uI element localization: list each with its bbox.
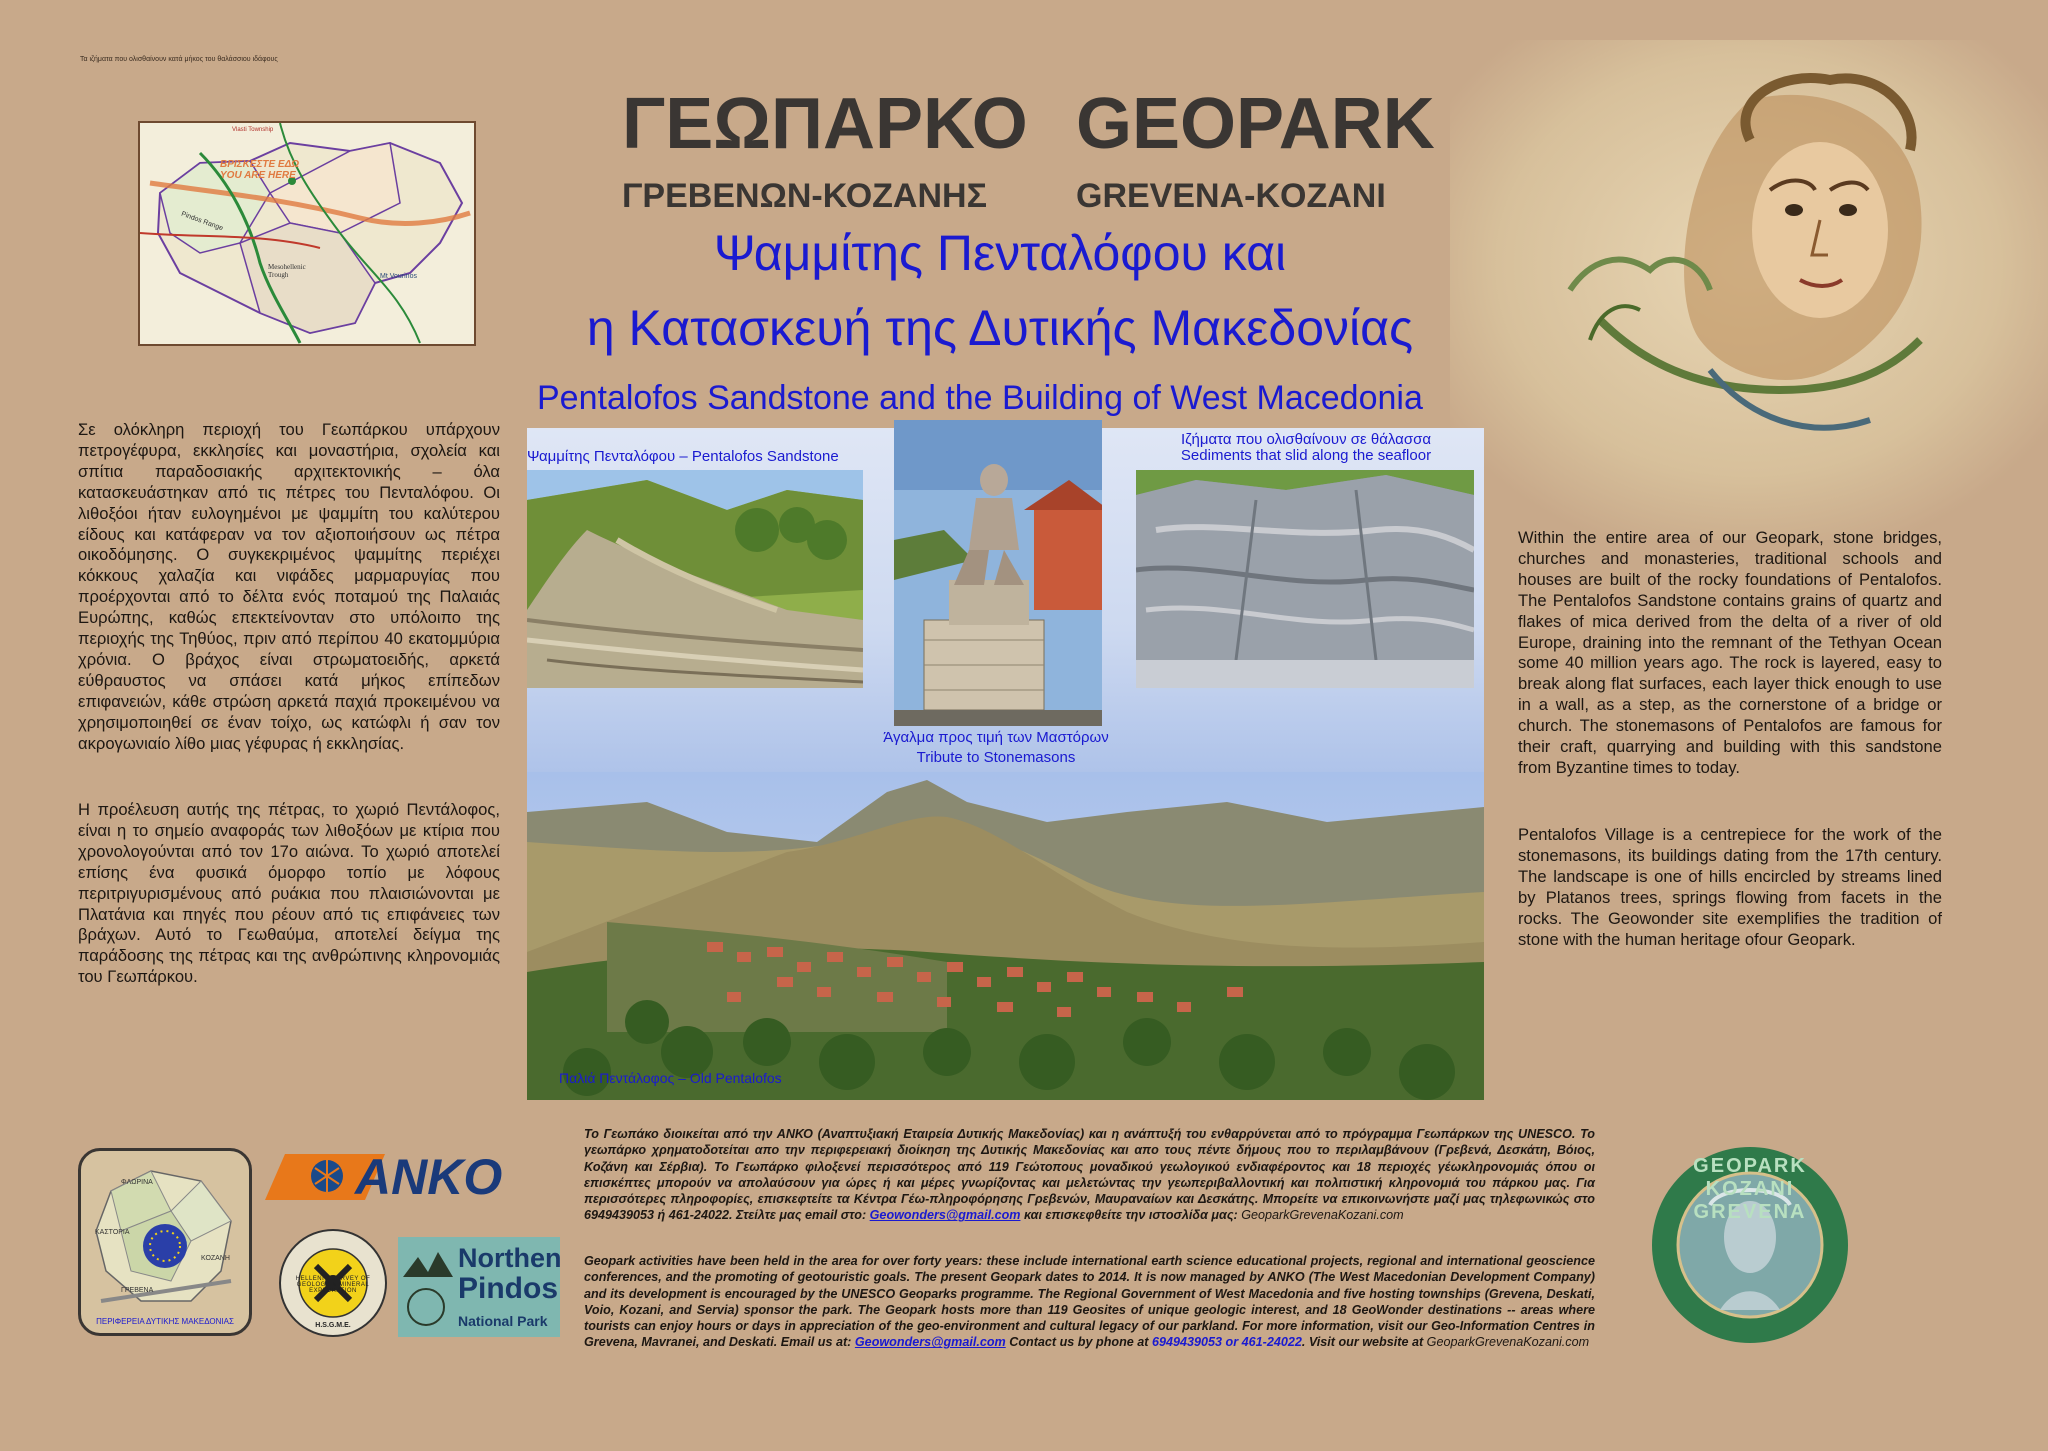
- map-label: Pindos Range: [180, 210, 224, 233]
- region-town: ΚΑΣΤΟΡΙΑ: [95, 1229, 130, 1236]
- caption-old-pentalofos: Παλιά Πεντάλοφος – Old Pentalofos: [559, 1070, 782, 1086]
- caption-sandstone: Ψαμμίτης Πενταλόφου – Pentalofos Sandstone: [527, 448, 839, 465]
- map-label: Vlasti Township: [232, 127, 274, 133]
- caption-sediments-greek: Ιζήματα που ολισθαίνουν σε θάλασσα: [1180, 431, 1432, 448]
- region-town: ΦΛΩΡΙΝΑ: [121, 1179, 153, 1186]
- main-title-english: Pentalofos Sandstone and the Building of West Macedonia: [537, 379, 1423, 417]
- photo-statue: [894, 420, 1102, 726]
- region-town: ΓΡΕΒΕΝΑ: [121, 1287, 154, 1294]
- footer-english-phone: 6949439053 or 461-24022: [1151, 1335, 1302, 1350]
- main-title-greek-line2: η Κατασκευή της Δυτικής Μακεδονίας: [586, 300, 1414, 356]
- map-label: Mt Vourinos: [380, 273, 417, 280]
- footer-english-website[interactable]: GeoparkGrevenaKozani.com: [1426, 1335, 1590, 1350]
- footer-greek-website[interactable]: GeoparkGrevenaKozani.com: [1241, 1208, 1404, 1223]
- photo-old-pentalofos: [527, 772, 1484, 1100]
- caption-sediments: [1136, 432, 1476, 464]
- left-paragraph-2: Η προέλευση αυτής της πέτρας, το χωριό Πεντάλοφος, είναι η το σημείο αναφοράς των λιθοξόων με κτίρια που χρονολογούνται από τον 17ο αιώνα. Το χωριό αποτελεί επίσης ένα φυσικά όμορφο τοπίο με λόφους περιτριγυρισμένους από ρυάκια που πλαισιώνονται με Πλατάνια και πηγές που ρέουν από τις επιφάνειες των βράχων. Αυτό το Γεωθαύμα, αποτελεί δείγμα της παράδοσης της πέτρας και της ανθρώπινης κληρονομιάς του Γεωπάρκου.: [78, 800, 500, 987]
- footer-english-tail: . Visit our website at: [1301, 1335, 1427, 1350]
- footer-greek-tail: και επισκεφθείτε την ιστοσλίδα μας:: [1020, 1208, 1242, 1223]
- hsgme-logo: [278, 1228, 388, 1338]
- caption-statue: [860, 728, 1132, 768]
- photo-sediments: [1136, 470, 1474, 688]
- footer-english-mid: Contact us by phone at: [1005, 1335, 1152, 1350]
- geopark-logo-ring-text: GEOPARK KOZANI GREVENA: [1693, 1155, 1807, 1223]
- anko-logo-text: ANKO: [355, 1149, 503, 1205]
- pindos-logo-line1: Northen: [458, 1243, 562, 1273]
- mosaic-image: [1450, 40, 2048, 540]
- footer-greek-body: Το Γεωπάκο διοικείται από την ΑΝΚΟ (Αναπτυξιακή Εταιρεία Δυτικής Μακεδονίας) και η ανάπτυξή του ενθαρρύνεται από το πρόγραμμα Γεωπάρκων της UNESCO. Το γεωπάρκο χρηματοδοτείται απο την περιφερειακή διοίκηση της Δυτικής Μακεδονίας και απο τους πέντε δήμους που το περιλαμβάνουν (Γρεβενά, Δεσκάτη, Βόιος, Κοζάνη και Σέρβια). Το Γεωπάρκο φιλοξενεί περισσότερος από 119 Γεώτοπους μοναδικού γεωλογικού ενδιαφέροντος και 18 περιοχές γέωκληρονομιάς όπου οι επισκέπτες μπορούν να απολαύσουν για ώρες ή και μέρες γνωρίζοντας και μελετώντας την γεωπεριβαλλοντική και πολιτιστική κληρονομιά του πάρκου μας. Για περισσότερες πληροφορίες, επισκεφτείτε τα Κέντρα Γέω-πληροφόρησης Γρεβενών, Μαυραναίων και Δεσκάτης. Μπορείτε να επικοινωνήστε μαζί μας τηλεφωνικώς στο 6949439053 ή 461-24022. Στείλτε μας email στο:: [584, 1127, 1595, 1223]
- geopark-logo: [1650, 1145, 1850, 1345]
- anko-logo: [265, 1150, 555, 1204]
- map-label: Mesohellenic Trough: [268, 263, 306, 279]
- region-logo: [78, 1148, 252, 1336]
- title-english: GEOPARK: [1076, 84, 1435, 164]
- pindos-logo-line2: Pindos: [458, 1272, 559, 1305]
- caption-statue-english: Tribute to Stonemasons: [916, 749, 1076, 766]
- map-you-are-here: ΒΡΙΣΚΕΣΤΕ ΕΔΩ YOU ARE HERE: [220, 159, 300, 181]
- caption-sediments-english: Sediments that slid along the seafloor: [1180, 447, 1432, 464]
- location-map: [138, 121, 476, 346]
- pindos-logo: [398, 1237, 560, 1337]
- hsgme-logo-text: H.S.G.M.E.: [315, 1322, 351, 1329]
- footer-english-email-link[interactable]: Geowonders@gmail.com: [854, 1335, 1006, 1350]
- right-paragraph-1: Within the entire area of our Geopark, stone bridges, churches and monasteries, traditional schools and houses are built of the rocky foundations of Pentalofos. The Pentalofos Sandstone contains grains of quartz and flakes of mica derived from the delta of a river of old Europe, draining into the remnant of the Tethyan Ocean some 40 million years ago. The rock is layered, easy to break along flat surfaces, each layer thick enough to use in a wall, as a step, as the cornerstone of a bridge or church. The stonemasons of Pentalofos are famous for their craft, quarrying and building with this sandstone from Byzantine times to today.: [1518, 528, 1942, 777]
- main-title-greek-line1: Ψαμμίτης Πενταλόφου και: [713, 225, 1287, 281]
- region-logo-label: ΠΕΡΙΦΕΡΕΙΑ ΔΥΤΙΚΗΣ ΜΑΚΕΔΟΝΙΑΣ: [96, 1317, 234, 1326]
- pindos-logo-line3: National Park: [458, 1313, 548, 1329]
- footer-english-body: Geopark activities have been held in the area for over forty years: these include international earth science educational projects, regional and international geoscience conferences, and the promoting of geotouristic goals. The present Geopark dates to 2014. It is now managed by ANKO (The West Macedonian Development Company) and its development is encouraged by the UNESCO Geoparks programme. The Regional Government of West Macedonia and five hosting townships (Grevena, Deskati, Voio, Kozani, and Servia) sponsor the park. The Geopark hosts more than 119 Geosites of unique geologic interest, and 18 GeoWonder destinations -- areas where tourists can enjoy hours or days in appreciation of the geo-environment and cultural legacy of our parkland. For more information, visit our Geo-Information Centres in Grevena, Mavranei, and Deskati. Email us at:: [584, 1254, 1595, 1350]
- footer-english-text: [584, 1253, 1595, 1351]
- title-greek: ΓΕΩΠΑΡΚΟ: [622, 84, 1028, 164]
- footer-greek-email-link[interactable]: Geowonders@gmail.com: [869, 1208, 1021, 1223]
- photo-sandstone: [527, 470, 863, 688]
- caption-statue-greek: Άγαλμα προς τιμή των Μαστόρων: [883, 729, 1109, 746]
- hsgme-ring-text: HELLENIC SURVEY OF GEOLOGY & MINERAL EXPLORATION: [295, 1276, 371, 1294]
- footer-greek-text: [584, 1126, 1595, 1224]
- region-town: ΚΟΖΑΝΗ: [201, 1255, 230, 1262]
- map-graphic: [140, 123, 474, 344]
- subtitle-english: GREVENA-KOZANI: [1076, 177, 1386, 215]
- subtitle-greek: ΓΡΕΒΕΝΩΝ-ΚΟΖΑΝΗΣ: [622, 177, 987, 215]
- left-paragraph-1: Σε ολόκληρη περιοχή του Γεωπάρκου υπάρχουν πετρογέφυρα, εκκλησίες και μοναστήρια, σχολεία και σπίτια παραδοσιακής αρχιτεκτονικής – όλα κατασκευάστηκαν από τις πέτρες του Πενταλόφου. Οι λιθοξόοι ήταν ευλογημένοι με ψαμμίτη του καλύτερου είδους και κατάφεραν να τον αξιοποιήσουν ως πέτρα οικοδόμησης. Ο συγκεκριμένος ψαμμίτης περιέχει κόκκους χαλαζία και νιφάδες μαρμαρυγίας που προέρχονται από το δέλτα ενός ποταμού της Παλαιάς Ευρώπης, καθώς επεκτείνονταν στο υπόλοιπο της περιοχής της Τηθύος, πριν από περίπου 40 εκατομμύρια χρόνια. Ο βράχος είναι στρωματοειδής, αρκετά εύθραυστος να σπάσει κατά μήκος επίπεδων επιφανειών, κάθε στρώση αρκετά παχιά προκειμένου να χρησιμοποιηθεί σε έναν τοίχο, ως κατώφλι ή σαν τον ακρογωνιαίο λίθο μιας γέφυρας ή εκκλησίας.: [78, 420, 500, 753]
- corner-note: Τα ιζήματα που ολισθαίνουν κατά μήκος του θαλάσσιου ιδάφους: [80, 56, 278, 63]
- right-paragraph-2: Pentalofos Village is a centrepiece for the work of the stonemasons, its buildings dating from the 17th century. The landscape is one of hills encircled by streams lined by Platanos trees, springs flowing from facets in the rocks. The Geowonder site exemplifies the tradition of stone with the human heritage ofour Geopark.: [1518, 825, 1942, 949]
